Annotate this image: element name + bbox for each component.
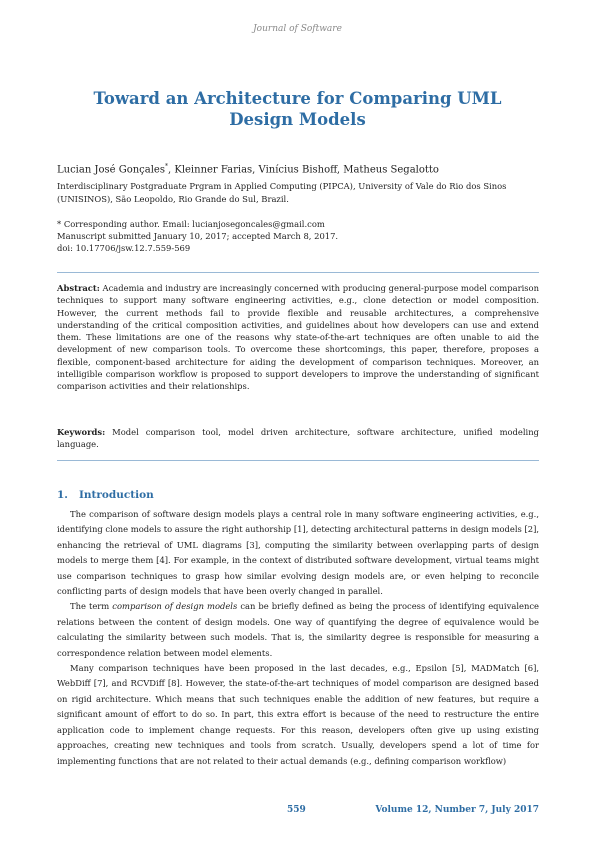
page-number: 559	[287, 805, 306, 815]
corresponding-author-name: Lucian José Gonçales	[57, 164, 165, 176]
keywords-label: Keywords:	[57, 427, 106, 437]
correspondence-block	[57, 218, 539, 254]
abstract-text: Academia and industry are increasingly concerned with producing general-purpose model comparison techniques to support many software engineering activities, e.g., clone detection or model composition. However, the current methods fail to provide flexible and reusable architectures, a comprehensive understanding of the critical composition activities, and guidelines about how developers can use and extend them. These limitations are one of the reasons why state-of-the-art techniques are often unable to aid the development of new comparison tools. To overcome these shortcomings, this paper, therefore, proposes a flexible, component-based architecture for aiding the development of comparison techniques. Moreover, an intelligible comparison workflow is proposed to support developers to improve the understanding of significant comparison activities and their relationships.	[57, 283, 539, 392]
doi: doi: 10.17706/jsw.12.7.559-569	[57, 243, 191, 253]
divider-bottom	[57, 460, 539, 461]
affiliation: Interdisciplinary Postgraduate Prgram in Applied Computing (PIPCA), University of Vale do Rio dos Sinos (UNISINOS), São Leopoldo, Rio Grande do Sul, Brazil.	[57, 181, 507, 204]
keywords-text: Model comparison tool, model driven architecture, software architecture, unified modeling language.	[57, 427, 539, 450]
volume-info: Volume 12, Number 7, July 2017	[375, 805, 539, 815]
manuscript-dates: Manuscript submitted January 10, 2017; accepted March 8, 2017.	[57, 231, 339, 241]
section-number: 1.	[57, 489, 68, 501]
journal-running-header: Journal of Software	[253, 24, 342, 34]
divider-top	[57, 272, 539, 273]
abstract	[57, 282, 539, 393]
emphasized-term: comparison of design models	[112, 601, 238, 612]
corresponding-author-email: * Corresponding author. Email: lucianjosegoncales@gmail.com	[57, 219, 325, 229]
paper-title: Toward an Architecture for Comparing UML Design Models	[93, 89, 502, 129]
co-author-names: , Kleinner Farias, Vinícius Bishoff, Matheus Segalotto	[167, 164, 439, 176]
abstract-label: Abstract:	[57, 283, 100, 293]
keywords	[57, 426, 539, 451]
section-heading	[57, 489, 154, 501]
paragraph: Many comparison techniques have been proposed in the last decades, e.g., Epsilon [5], MADMatch [6], WebDiff [7], and RCVDiff [8]. However, the state-of-the-art techniques of model comparison are designed based on rigid architecture. Which means that such techniques enable the addition of new features, but require a significant amount of effort to do so. In part, this extra effort is because of the need to restructure the entire application code to implement change requests. For this reason, developers often give up using existing approaches, creating new techniques and tools from scratch. Usually, developers spend a lot of time for implementing functions that are not related to their actual demands (e.g., defining comparison workflow)	[57, 663, 539, 766]
introduction-body	[57, 507, 539, 769]
paragraph-text: can be briefly defined as being the process of identifying equivalence relations between the content of design models. One way of quantifying the degree of equivalence would be calculating the similarity between such models. That is, the similarity degree is responsible for measuring a correspondence relation between model elements.	[57, 601, 540, 658]
corresponding-author-marker: *	[164, 163, 168, 170]
paragraph: The comparison of software design models plays a central role in many software engineering activities, e.g., identifying clone models to assure the right authorship [1], detecting architectural patterns in design models [2], enhancing the retrieval of UML diagrams [3], computing the similarity between overlapping parts of design models to merge them [4]. For example, in the context of distributed software development, virtual teams might use comparison techniques to grasp how similar evolving design models are, or even helping to reconcile conflicting parts of design models that have been overly changed in parallel.	[57, 509, 539, 597]
author-list	[57, 163, 439, 175]
paragraph-text: The term	[70, 601, 113, 612]
section-title: Introduction	[78, 489, 154, 501]
paragraph	[57, 599, 539, 661]
